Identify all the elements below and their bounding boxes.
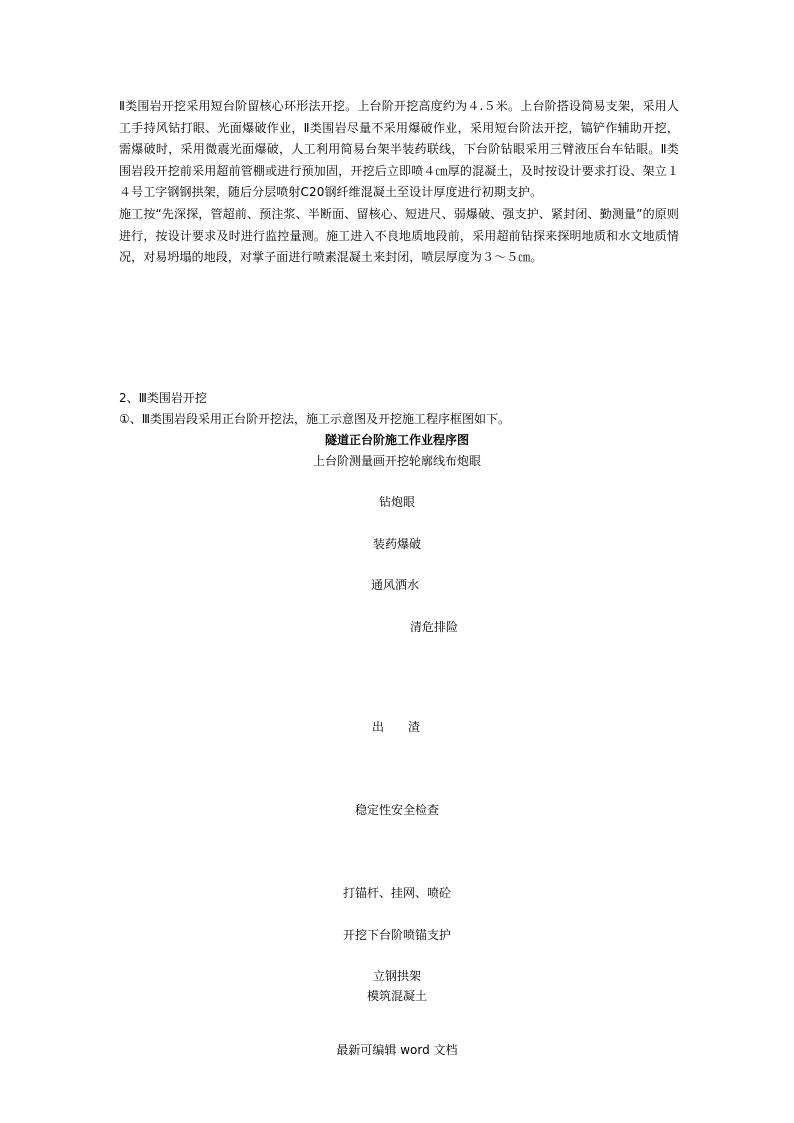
flow-step-blast: 装药爆破: [372, 537, 421, 551]
flow-step-steel-arch: 立钢拱架: [372, 969, 421, 983]
flow-step-bolting: 打锚杆、挂网、喷砼: [342, 886, 451, 900]
section-intro: ①、Ⅲ类围岩段采用正台阶开挖法，施工示意图及开挖施工程序框图如下。: [119, 412, 511, 426]
flow-step-scaling: 清危排险: [409, 620, 458, 634]
flowchart-title: 隧道正台阶施工作业程序图: [324, 433, 469, 447]
flow-step-ventilate: 通风洒水: [370, 578, 419, 592]
flow-step-stability-check: 稳定性安全检查: [354, 803, 439, 817]
footer-watermark: 最新可编辑 word 文档: [336, 1043, 458, 1057]
paragraph-construction-principle: 施工按“先深探，管超前、预注浆、半断面、留核心、短进尺、弱爆破、强支护、紧封闭、勤测量”的原则进行，按设计要求及时进行监控量测。施工进入不良地质地段前，采用超前钻探来探明地质和水文地质情况，对易坍塌的地段，对掌子面进行喷素混凝土来封闭，喷层厚度为３～５㎝。: [119, 207, 679, 264]
flow-step-drill: 钻炮眼: [378, 495, 415, 509]
paragraph-grade-ii-excavation: Ⅱ类围岩开挖采用短台阶留核心环形法开挖。上台阶开挖高度约为４.５米。上台阶搭设简易支架，采用人工手持风钻打眼、光面爆破作业，Ⅱ类围岩尽量不采用爆破作业，采用短台阶法开挖，镐铲作辅助开挖，需爆破时，采用微震光面爆破，人工利用简易台架半装药联线，下台阶钻眼采用三臂液压台车钻眼。Ⅱ类围岩段开挖前采用超前管棚或进行预加固，开挖后立即喷４㎝厚的混凝土，及时按设计要求打设、架立１４号工字钢钢拱架，随后分层喷射C20钢纤维混凝土至设计厚度进行初期支护。: [119, 99, 679, 199]
flow-step-concrete: 模筑混凝土: [366, 989, 427, 1003]
section-heading: 2、Ⅲ类围岩开挖: [119, 391, 207, 405]
flow-step-survey: 上台阶测量画开挖轮廓线布炮眼: [312, 454, 481, 468]
flow-step-mucking: 出 渣: [371, 720, 420, 734]
flow-step-lower-bench: 开挖下台阶喷锚支护: [342, 928, 451, 942]
